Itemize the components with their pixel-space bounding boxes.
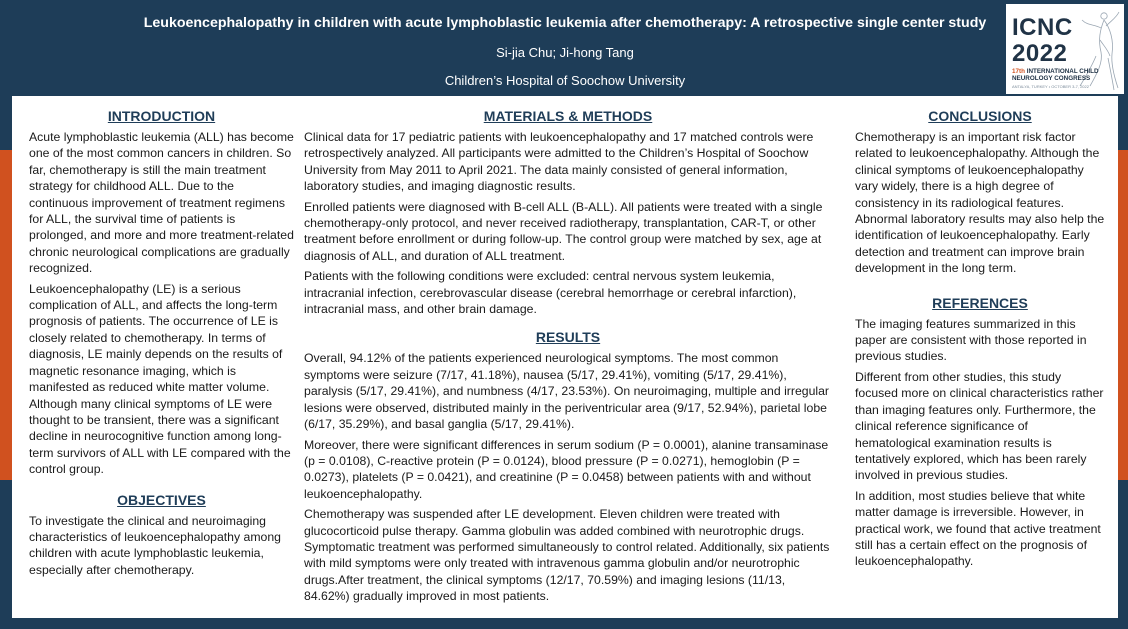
methods-paragraph: Enrolled patients were diagnosed with B-cell ALL (B-ALL). All patients were treated with a single chemotherapy-only protocol, and never received radiotherapy, transplantation, CAR-T, or other treatment before enrollment or during follow-up. The control group were matched by sex, age at diagnosis of ALL, and duration of ALL treatment. (304, 199, 823, 263)
methods-body (304, 129, 832, 317)
poster-affiliation: Children’s Hospital of Soochow University (444, 73, 686, 88)
introduction-paragraph: Acute lymphoblastic leukemia (ALL) has become one of the most common cancers in children. So far, chemotherapy is still the main treatment strategy for childhood ALL. Due to the continuous improvement of treatment regimens for ALL, the survival time of patients is prolonged, and more and more treatment-related chronic neurological complications are gradually recognized. (29, 130, 294, 276)
logo-year-text: 2022 (1012, 40, 1068, 67)
poster-authors: Si-jia Chu; Ji-hong Tang (496, 45, 634, 60)
left-column (29, 96, 294, 578)
objectives-heading: OBJECTIVES (117, 491, 206, 508)
results-paragraph: Moreover, there were significant differences in serum sodium (P = 0.0001), alanine transaminase (p = 0.0108), C-reactive protein (P = 0.0124), blood pressure (P = 0.0271), hemoglobin (P = 0.0273), platelets (P = 0.0421), and creatinine (P = 0.0458) between patients with and without leukoencephalopathy. (304, 437, 829, 501)
methods-paragraph: Clinical data for 17 pediatric patients with leukoencephalopathy and 17 matched controls were retrospectively analyzed. All participants were admitted to the Children’s Hospital of Soochow University from May 2011 to April 2021. The data mainly consisted of general information, laboratory studies, and imaging diagnostic results. (304, 130, 814, 194)
middle-column (304, 96, 832, 605)
logo-ordinal: 17 (1012, 68, 1020, 75)
methods-paragraph: Patients with the following conditions were excluded: central nervous system leukemia, intracranial infection, cerebrovascular disease (cerebral hemorrhage or cerebral infarction), intracranial mass, and other brain damage. (304, 269, 797, 317)
introduction-paragraph: Leukoencephalopathy (LE) is a serious complication of ALL, and affects the long-term prognosis of patients. The occurrence of LE is closely related to chemotherapy. In terms of diagnosis, LE mainly depends on the results of magnetic resonance imaging, which is manifested as reduced white matter volume. Although many clinical symptoms of LE were thought to be transient, there was a significant decline in neurocognitive function among long-term survivors of ALL with LE compared with the control group. (29, 281, 291, 477)
left-accent-stripe (0, 150, 12, 480)
logo-icnc-text: ICNC (1012, 14, 1073, 41)
logo-subtitle (1012, 68, 1124, 82)
references-paragraph: In addition, most studies believe that white matter damage is irreversible. However, in practical work, we found that active treatment still has a certain effect on the prognosis of leukoencephalopathy. (855, 488, 1101, 569)
results-paragraph: Chemotherapy was suspended after LE development. Eleven children were treated with glucocorticoid pulse therapy. Gamma globulin was added combined with neurotrophic drugs. Symptomatic treatment was performed simultaneously to control related. Additionally, six patients with mild symptoms were only treated with intravenous gamma globulin and/or neurotrophic drugs.After treatment, the clinical symptoms (12/17, 70.59%) and imaging lesions (11/13, 84.62%) gradually improved in most patients. (304, 507, 830, 604)
methods-heading: MATERIALS & METHODS (483, 108, 653, 124)
right-column (855, 96, 1105, 570)
logo-ordinal-suffix: th (1019, 68, 1025, 75)
poster-content-panel (12, 96, 1118, 618)
logo-subtitle-line1: INTERNATIONAL CHILD (1026, 68, 1099, 75)
results-body (304, 350, 832, 604)
conclusions-body (855, 129, 1105, 277)
references-paragraph: The imaging features summarized in this paper are consistent with those reported in previous studies. (855, 316, 1087, 364)
introduction-heading: INTRODUCTION (107, 108, 216, 124)
introduction-body (29, 129, 294, 478)
results-heading: RESULTS (535, 329, 601, 346)
references-body (855, 316, 1105, 570)
conclusions-paragraph: Chemotherapy is an important risk factor related to leukoencephalopathy. Although the clinical symptoms of leukoencephalopathy vary widely, there is a high degree of consistency in its radiological features. Abnormal laboratory results may also help the identification of leukoencephalopathy. Early detection and treatment can improve brain development in the long term. (855, 130, 1105, 276)
references-heading: REFERENCES (932, 294, 1028, 311)
poster-header (0, 0, 1128, 96)
logo-subtitle-line2: NEUROLOGY CONGRESS (1012, 75, 1091, 83)
conclusions-heading: CONCLUSIONS (928, 108, 1032, 124)
poster-title: Leukoencephalopathy in children with acute lymphoblastic leukemia after chemotherapy: A retrospective single center study (143, 15, 987, 31)
congress-logo (1006, 4, 1124, 94)
results-paragraph: Overall, 94.12% of the patients experienced neurological symptoms. The most common symptoms were seizure (7/17, 41.18%), nausea (5/17, 29.41%), vomiting (5/17, 29.41%), paralysis (5/17, 29.41%), and numbness (4/17, 23.53%). On neuroimaging, multiple and irregular lesions were observed, distributed mainly in the periventricular area (9/17, 52.94%), parietal lobe (6/17, 35.29%), and basal ganglia (5/17, 29.41%). (304, 351, 829, 432)
logo-event-details: ANTALYA, TURKEY • OCTOBER 3-7, 2022 (1012, 84, 1089, 89)
references-paragraph: Different from other studies, this study focused more on clinical characteristics rather than imaging features only. Furthermore, the clinical reference significance of hematological examination results is tentatively explored, which has been rarely involved in previous studies. (855, 369, 1104, 483)
objectives-paragraph: To investigate the clinical and neuroimaging characteristics of leukoencephalopathy among children with acute lymphoblastic leukemia, especially after chemotherapy. (29, 513, 281, 577)
objectives-body (29, 513, 294, 579)
